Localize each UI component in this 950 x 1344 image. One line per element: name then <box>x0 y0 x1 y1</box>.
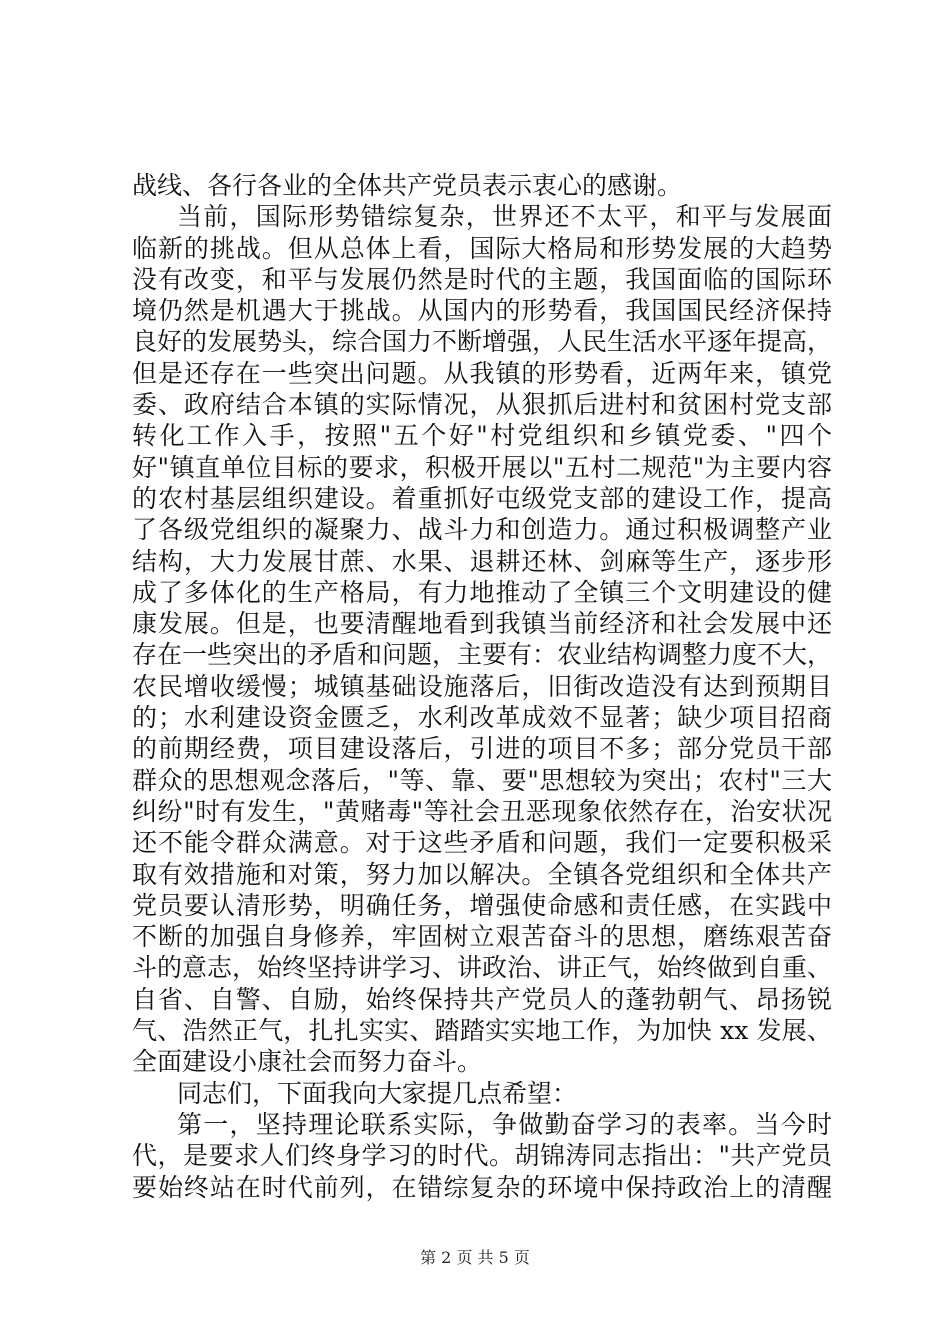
text-line: 临新的挑战。但从总体上看，国际大格局和形势发展的大趋势 <box>132 233 832 263</box>
text-line: 群众的思想观念落后，"等、靠、要"思想较为突出；农村"三大 <box>132 765 832 795</box>
text-line: 取有效措施和对策，努力加以解决。全镇各党组织和全体共产 <box>132 859 832 889</box>
text-line: 自省、自警、自励，始终保持共产党员人的蓬勃朝气、昂扬锐 <box>132 984 832 1014</box>
paragraph-first-line: 同志们，下面我向大家提几点希望： <box>177 1078 578 1108</box>
document-body <box>132 170 832 1203</box>
text-line: 结构，大力发展甘蔗、水果、退耕还林、剑麻等生产，逐步形 <box>132 546 832 576</box>
text-line: 的；水利建设资金匮乏，水利改革成效不显著；缺少项目招商 <box>132 703 832 733</box>
text-line: 纠纷"时有发生，"黄赌毒"等社会丑恶现象依然存在，治安状况 <box>132 796 832 826</box>
text-line: 存在一些突出的矛盾和问题，主要有：农业结构调整力度不大， <box>132 640 833 670</box>
text-line: 还不能令群众满意。对于这些矛盾和问题，我们一定要积极采 <box>132 828 832 858</box>
text-line: 委、政府结合本镇的实际情况，从狠抓后进村和贫困村党支部 <box>132 390 832 420</box>
text-line: 良好的发展势头，综合国力不断增强，人民生活水平逐年提高， <box>132 327 833 357</box>
text-line: 转化工作入手，按照"五个好"村党组织和乡镇党委、"四个 <box>132 421 832 451</box>
text-line: 但是还存在一些突出问题。从我镇的形势看，近两年来，镇党 <box>132 358 832 388</box>
text-line: 要始终站在时代前列，在错综复杂的环境中保持政治上的清醒 <box>132 1172 832 1202</box>
text-line: 境仍然是机遇大于挑战。从国内的形势看，我国国民经济保持 <box>132 296 832 326</box>
paragraph-last-line: 全面建设小康社会而努力奋斗。 <box>132 1047 483 1077</box>
text-line: 党员要认清形势，明确任务，增强使命感和责任感，在实践中 <box>132 890 832 920</box>
text-line: 康发展。但是，也要清醒地看到我镇当前经济和社会发展中还 <box>132 609 832 639</box>
page-number-label: 第 2 页 共 5 页 <box>420 1248 530 1267</box>
text-line: 斗的意志，始终坚持讲学习、讲政治、讲正气，始终做到自重、 <box>132 953 833 983</box>
text-line: 成了多体化的生产格局，有力地推动了全镇三个文明建设的健 <box>132 577 832 607</box>
text-line: 战线、各行各业的全体共产党员表示衷心的感谢。 <box>132 171 683 200</box>
text-line: 的前期经费，项目建设落后，引进的项目不多；部分党员干部 <box>132 734 832 764</box>
text-line: 好"镇直单位目标的要求，积极开展以"五村二规范"为主要内容 <box>132 452 832 482</box>
paragraph-first-line: 当前，国际形势错综复杂，世界还不太平，和平与发展面 <box>177 202 832 232</box>
text-line: 代，是要求人们终身学习的时代。胡锦涛同志指出："共产党员 <box>132 1141 832 1171</box>
text-line: 气、浩然正气，扎扎实实、踏踏实实地工作，为加快 xx 发展、 <box>132 1016 832 1046</box>
text-line: 的农村基层组织建设。着重抓好屯级党支部的建设工作，提高 <box>132 483 832 513</box>
paragraph-first-line: 第一，坚持理论联系实际，争做勤奋学习的表率。当今时 <box>177 1109 832 1139</box>
page-footer <box>0 1245 950 1268</box>
text-line: 不断的加强自身修养，牢固树立艰苦奋斗的思想，磨练艰苦奋 <box>132 922 832 952</box>
text-line: 农民增收缓慢；城镇基础设施落后，旧街改造没有达到预期目 <box>132 671 832 701</box>
text-line: 了各级党组织的凝聚力、战斗力和创造力。通过积极调整产业 <box>132 515 832 545</box>
text-line: 没有改变，和平与发展仍然是时代的主题，我国面临的国际环 <box>132 264 832 294</box>
